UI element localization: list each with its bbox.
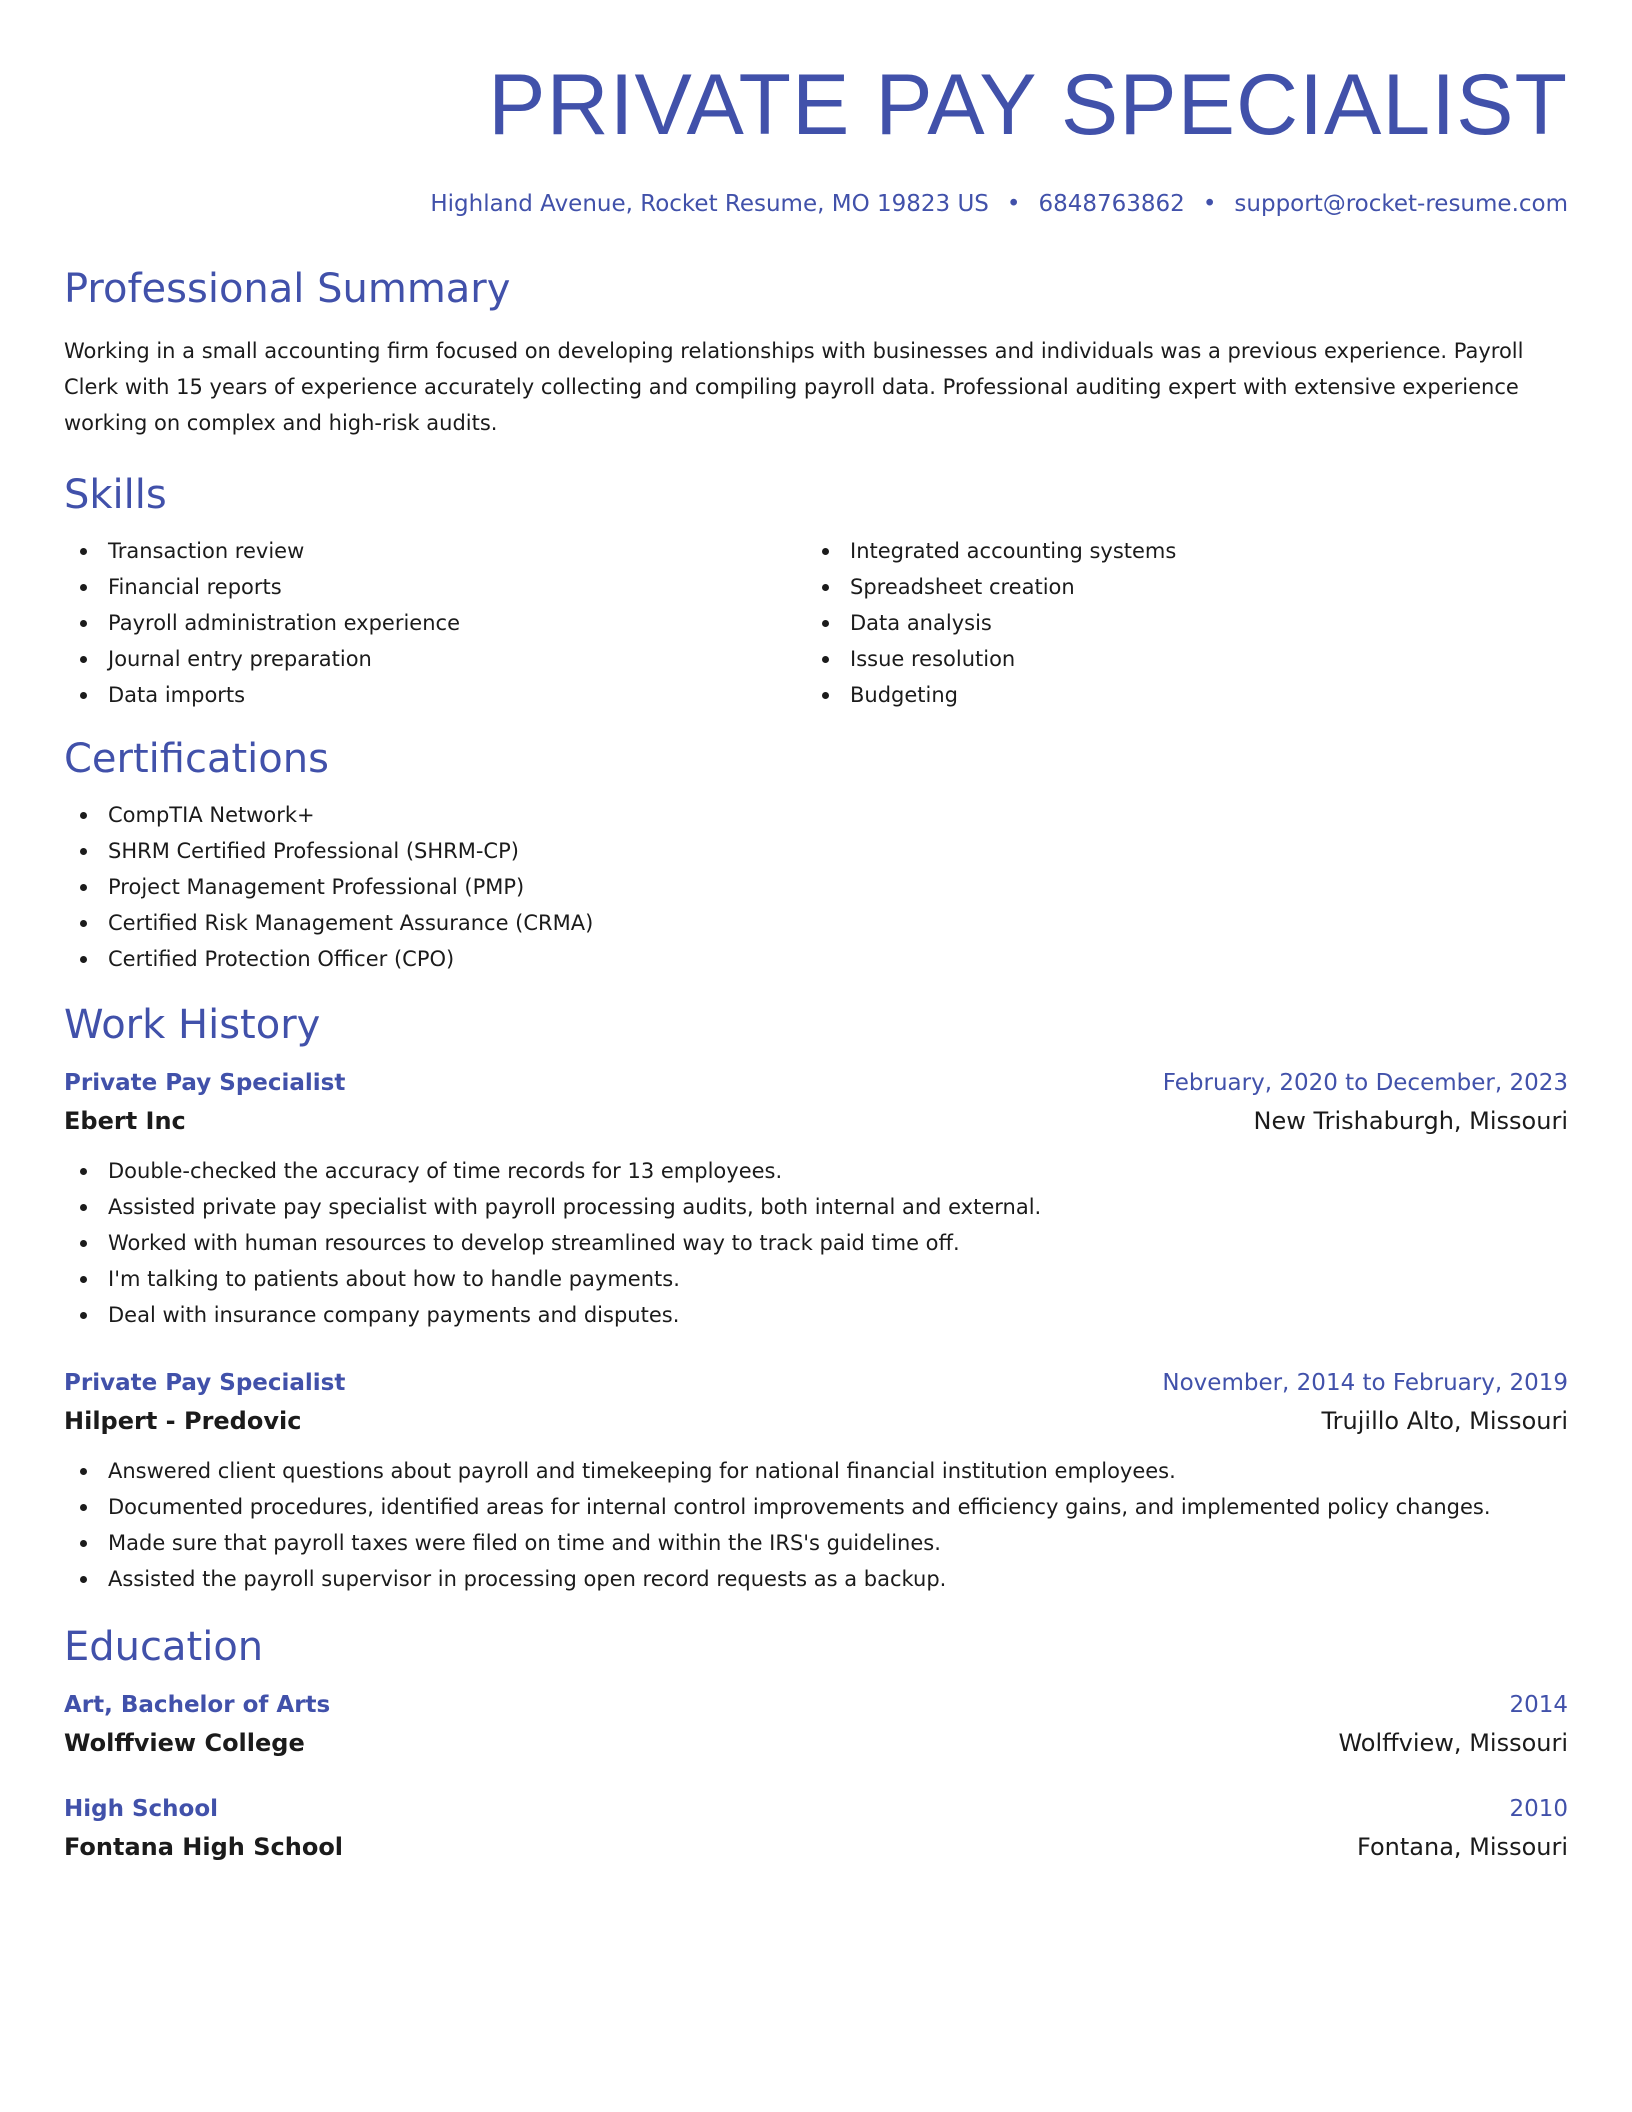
education-heading: Education (64, 1624, 264, 1670)
certification-item: Certified Risk Management Assurance (CRMA) (64, 905, 1568, 941)
job-duty-item: I'm talking to patients about how to handle payments. (64, 1261, 1568, 1297)
education-year: 2010 (1509, 1796, 1568, 1822)
skill-item: Data analysis (806, 605, 1548, 641)
skill-item: Financial reports (64, 569, 806, 605)
summary-heading: Professional Summary (64, 266, 511, 312)
certification-item: SHRM Certified Professional (SHRM-CP) (64, 833, 1568, 869)
education-degree: Art, Bachelor of Arts (64, 1692, 331, 1718)
skills-list (64, 533, 1568, 713)
job-dates: February, 2020 to December, 2023 (1162, 1070, 1568, 1096)
certification-item: CompTIA Network+ (64, 797, 1568, 833)
skill-item: Spreadsheet creation (806, 569, 1548, 605)
job-company-row (64, 1101, 1568, 1141)
job-duty-item: Assisted private pay specialist with payroll processing audits, both internal and external. (64, 1189, 1568, 1225)
job-company: Hilpert - Predovic (64, 1407, 302, 1435)
education-entry (64, 1687, 1568, 1763)
job-duty-item: Worked with human resources to develop streamlined way to track paid time off. (64, 1225, 1568, 1261)
address-text: Highland Avenue, Rocket Resume, MO 19823 US (430, 191, 989, 217)
job-entry (64, 1065, 1568, 1333)
job-duty-item: Answered client questions about payroll and timekeeping for national financial institution employees. (64, 1453, 1568, 1489)
job-header-row (64, 1365, 1568, 1401)
skill-item: Payroll administration experience (64, 605, 806, 641)
education-header-row (64, 1687, 1568, 1723)
skills-column-left (64, 533, 806, 713)
skills-heading: Skills (64, 472, 167, 518)
skill-item: Budgeting (806, 677, 1548, 713)
job-location: Trujillo Alto, Missouri (1321, 1407, 1568, 1435)
skill-item: Issue resolution (806, 641, 1548, 677)
work-history-heading: Work History (64, 1002, 321, 1048)
education-location: Fontana, Missouri (1357, 1833, 1568, 1861)
job-company-row (64, 1401, 1568, 1441)
education-school-row (64, 1723, 1568, 1763)
job-duty-item: Made sure that payroll taxes were filed on time and within the IRS's guidelines. (64, 1525, 1568, 1561)
summary-text: Working in a small accounting firm focused on developing relationships with businesses and individuals was a previous experience. Payroll Clerk with 15 years of experience accurately collecting and compiling payroll data. Professional auditing expert with extensive experience working on complex and high-risk audits. (64, 339, 1524, 435)
education-school: Wolffview College (64, 1729, 305, 1757)
certification-item: Certified Protection Officer (CPO) (64, 941, 1568, 977)
skills-column-right (806, 533, 1548, 713)
education-location: Wolffview, Missouri (1338, 1729, 1568, 1757)
job-entry (64, 1365, 1568, 1597)
job-title: Private Pay Specialist (64, 1070, 346, 1096)
certification-item: Project Management Professional (PMP) (64, 869, 1568, 905)
skill-item: Transaction review (64, 533, 806, 569)
job-location: New Trishaburgh, Missouri (1253, 1107, 1568, 1135)
education-year: 2014 (1509, 1692, 1568, 1718)
job-dates: November, 2014 to February, 2019 (1162, 1370, 1568, 1396)
job-company: Ebert Inc (64, 1107, 186, 1135)
resume-page (64, 0, 1568, 1867)
skill-item: Data imports (64, 677, 806, 713)
education-degree: High School (64, 1796, 219, 1822)
education-header-row (64, 1791, 1568, 1827)
job-header-row (64, 1065, 1568, 1101)
certifications-heading: Certifications (64, 736, 329, 782)
job-duty-item: Assisted the payroll supervisor in processing open record requests as a backup. (64, 1561, 1568, 1597)
job-duties (64, 1153, 1568, 1333)
job-duty-item: Deal with insurance company payments and disputes. (64, 1297, 1568, 1333)
education-school: Fontana High School (64, 1833, 344, 1861)
job-duty-item: Documented procedures, identified areas for internal control improvements and efficiency gains, and implemented policy changes. (64, 1489, 1568, 1525)
job-duties (64, 1453, 1568, 1597)
contact-line (64, 188, 1568, 220)
job-title: Private Pay Specialist (64, 1370, 346, 1396)
education-entry (64, 1791, 1568, 1867)
certifications-list (64, 797, 1568, 977)
phone-text: 6848763862 (1038, 191, 1185, 217)
email-link[interactable]: support@rocket-resume.com (1234, 191, 1568, 217)
education-school-row (64, 1827, 1568, 1867)
resume-title: PRIVATE PAY SPECIALIST (488, 57, 1568, 153)
contact-separator: • (1202, 191, 1217, 217)
contact-separator: • (1006, 191, 1021, 217)
skill-item: Integrated accounting systems (806, 533, 1548, 569)
job-duty-item: Double-checked the accuracy of time records for 13 employees. (64, 1153, 1568, 1189)
skill-item: Journal entry preparation (64, 641, 806, 677)
